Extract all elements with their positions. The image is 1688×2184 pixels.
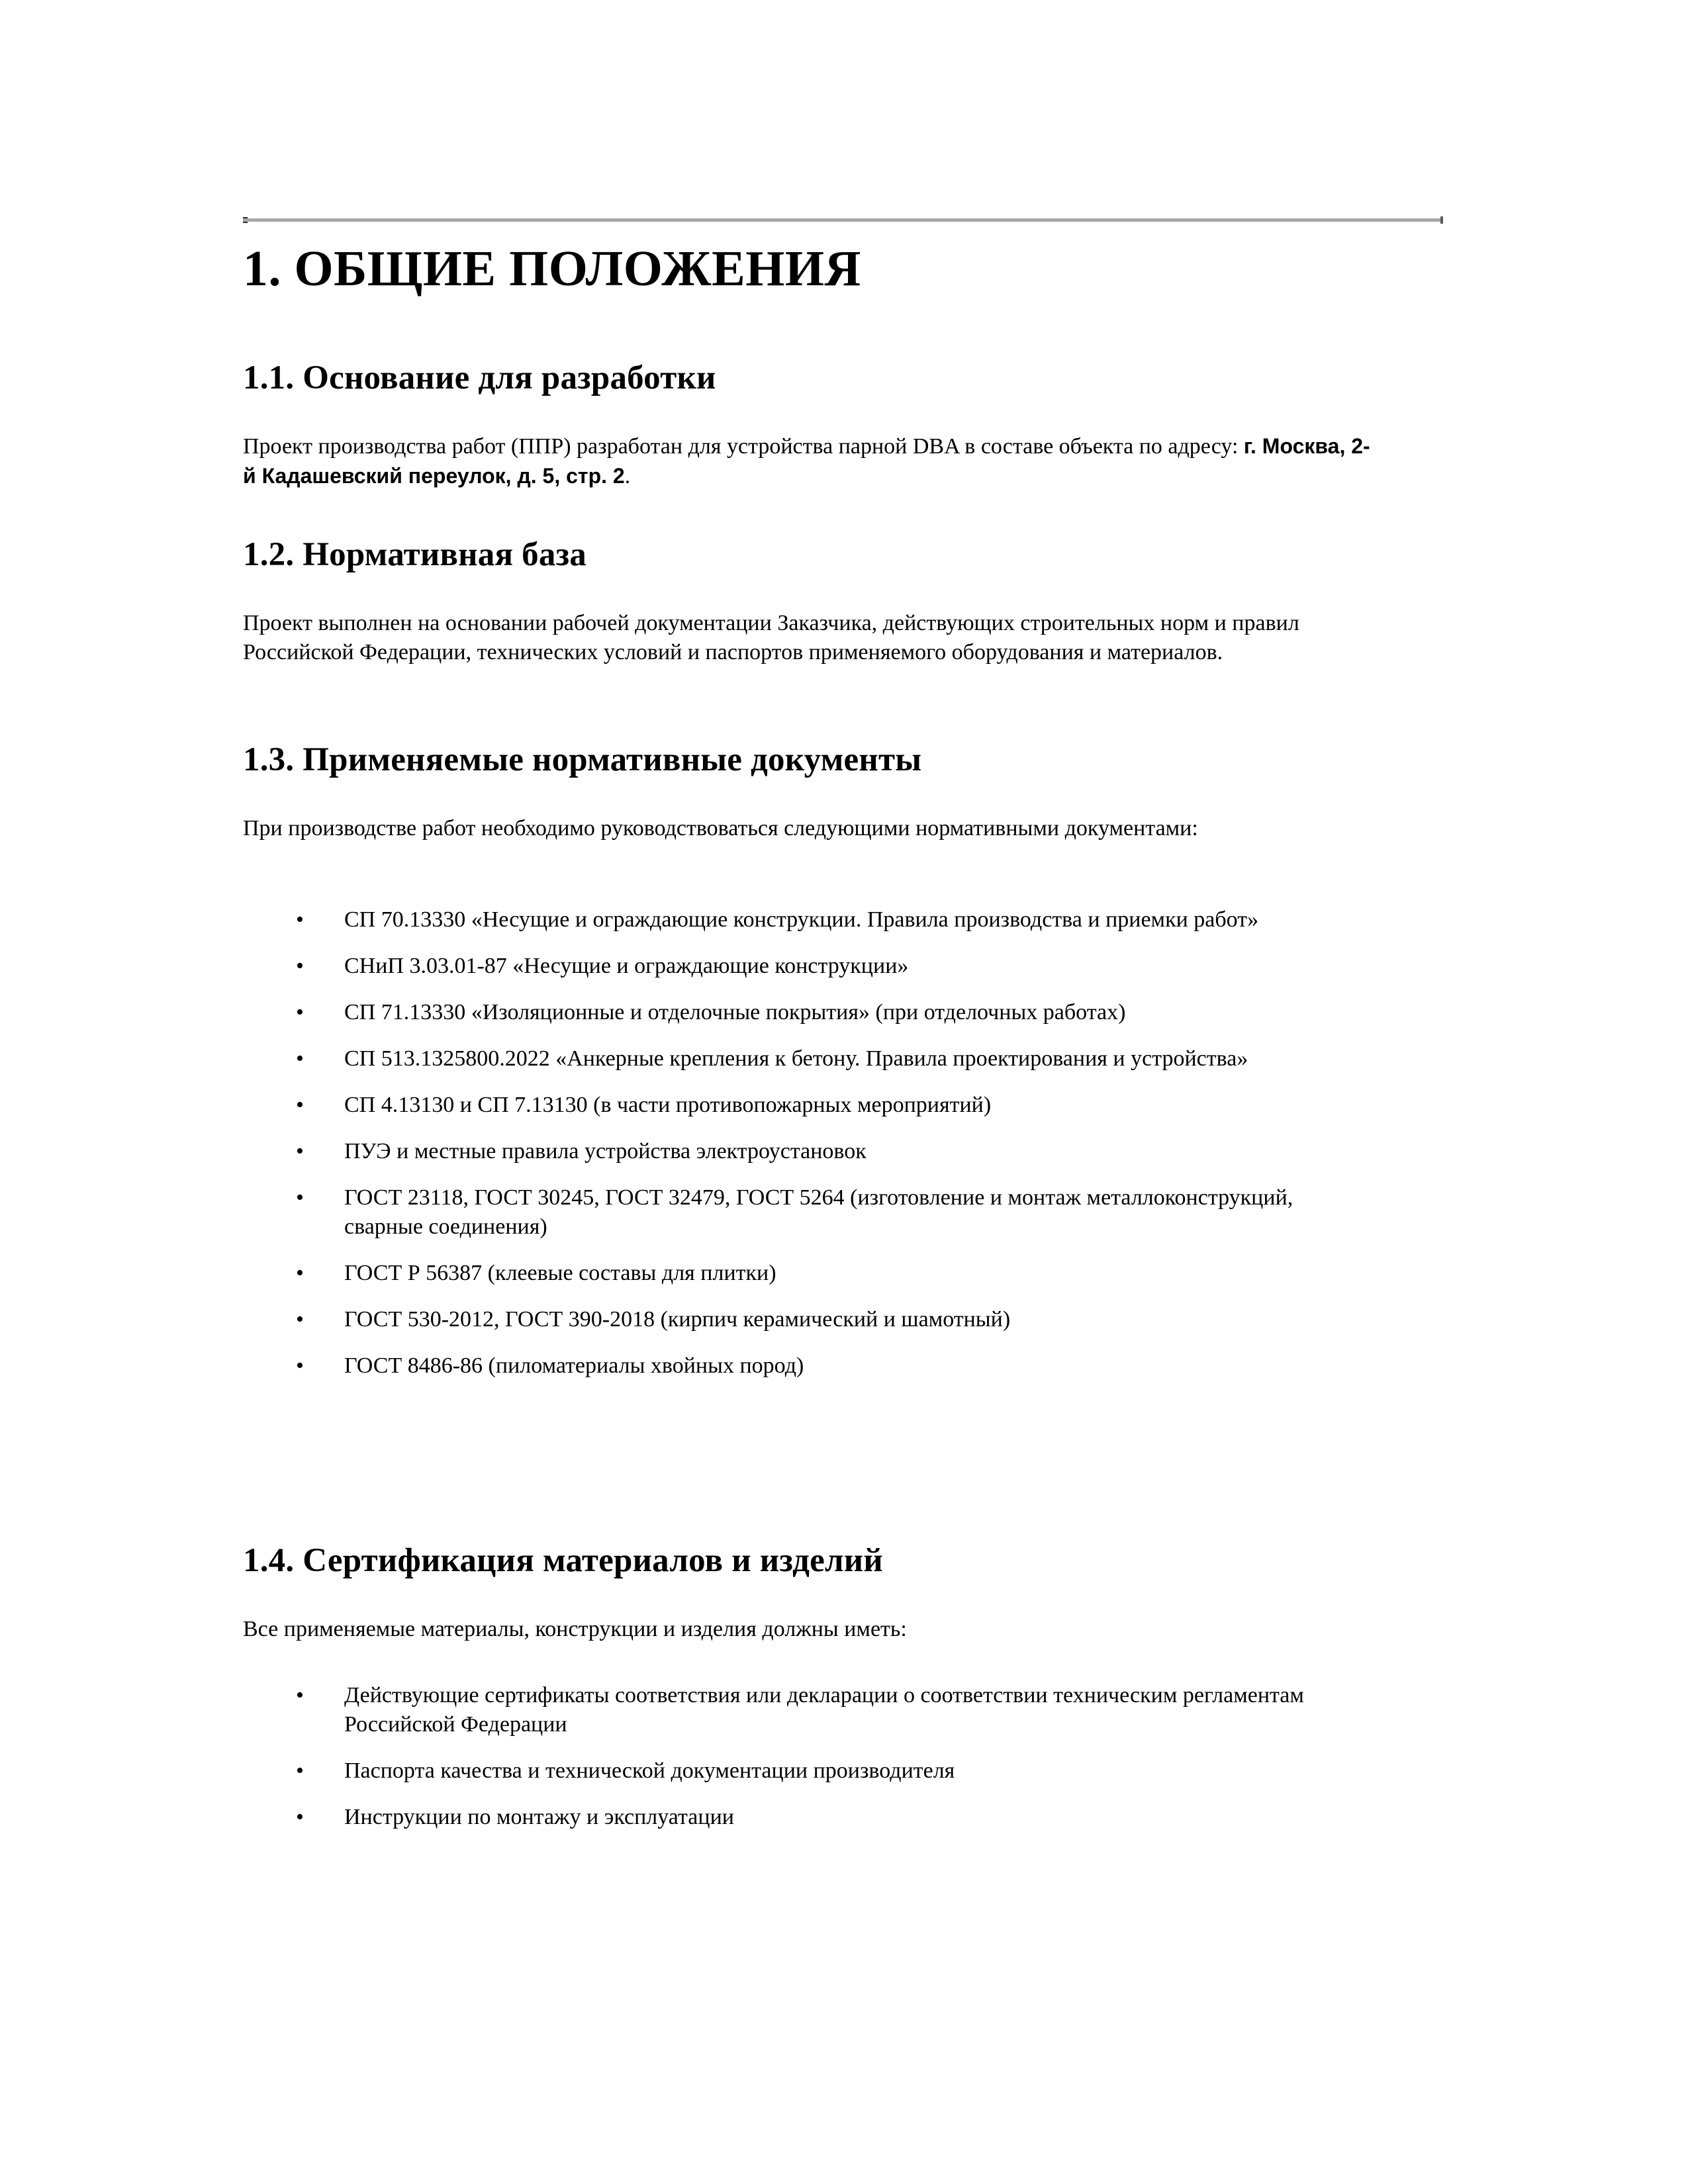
list-item (243, 905, 1376, 934)
bullet-icon: • (296, 1185, 304, 1210)
list-item (243, 1756, 1376, 1786)
list-item (243, 952, 1376, 981)
paragraph-text-lead: Проект производства работ (ППР) разработан для устройства парной DBA в составе объекта по адресу: (243, 434, 1244, 459)
bullet-icon: • (296, 1093, 304, 1117)
list-item (243, 1305, 1376, 1334)
list-item-label: Инструкции по монтажу и эксплуатации (344, 1805, 734, 1829)
project-address: г. Москва, 2-й Кадашевский переулок, д. 5, стр. 2 (243, 434, 1370, 488)
list-item (243, 1681, 1376, 1739)
bullet-icon: • (296, 1758, 304, 1783)
list-item-label: ГОСТ 8486-86 (пиломатериалы хвойных пород) (344, 1353, 804, 1378)
list-item-label: ГОСТ 23118, ГОСТ 30245, ГОСТ 32479, ГОСТ 5264 (изготовление и монтаж металлоконструкций, сварные соединения) (344, 1185, 1293, 1239)
list-item-label: Паспорта качества и технической документации производителя (344, 1758, 955, 1783)
page-title: 1. ОБЩИЕ ПОЛОЖЕНИЯ (243, 241, 861, 296)
section-heading-1-3: 1.3. Применяемые нормативные документы (243, 741, 922, 778)
paragraph-text-tail: . (624, 464, 631, 488)
bullet-icon: • (296, 954, 304, 978)
list-item-label: СП 513.1325800.2022 «Анкерные крепления к бетону. Правила проектирования и устройства» (344, 1046, 1248, 1071)
list-item-label: ПУЭ и местные правила устройства электроустановок (344, 1139, 867, 1163)
section-heading-1-4: 1.4. Сертификация материалов и изделий (243, 1542, 883, 1579)
list-item (243, 1091, 1376, 1120)
list-item-label: ГОСТ Р 56387 (клеевые составы для плитки) (344, 1261, 776, 1285)
header-rule-line (243, 218, 1443, 222)
normative-documents-list (243, 905, 1376, 1381)
header-rule (243, 215, 1443, 223)
list-item (243, 1259, 1376, 1288)
certification-requirements-list (243, 1681, 1376, 1832)
section-paragraph-1-3: При производстве работ необходимо руководствоваться следующими нормативными документами: (243, 816, 1198, 841)
list-item-label: СП 71.13330 «Изоляционные и отделочные покрытия» (при отделочных работах) (344, 1000, 1126, 1024)
section-heading-1-1: 1.1. Основание для разработки (243, 359, 716, 396)
bullet-icon: • (296, 1139, 304, 1163)
list-item (243, 1183, 1376, 1242)
list-item-label: СП 4.13130 и СП 7.13130 (в части противопожарных мероприятий) (344, 1093, 992, 1117)
bullet-icon: • (296, 1805, 304, 1829)
section-paragraph-1-2: Проект выполнен на основании рабочей документации Заказчика, действующих строительных норм и правил Российской Федерации, технических условий и паспортов применяемого оборудования и материалов. (243, 611, 1299, 664)
list-item (243, 998, 1376, 1027)
bullet-icon: • (296, 1353, 304, 1378)
list-item (243, 1351, 1376, 1381)
section-paragraph-1-4: Все применяемые материалы, конструкции и изделия должны иметь: (243, 1617, 907, 1641)
list-item-label: СП 70.13330 «Несущие и ограждающие конструкции. Правила производства и приемки работ» (344, 907, 1259, 932)
bullet-icon: • (296, 1046, 304, 1071)
list-item-label: ГОСТ 530-2012, ГОСТ 390-2018 (кирпич керамический и шамотный) (344, 1307, 1011, 1332)
header-rule-right-tick (1440, 216, 1443, 224)
list-item (243, 1803, 1376, 1832)
list-item-label: Действующие сертификаты соответствия или декларации о соответствии техническим регламентам Российской Федерации (344, 1683, 1304, 1737)
bullet-icon: • (296, 1307, 304, 1332)
bullet-icon: • (296, 907, 304, 932)
bullet-icon: • (296, 1683, 304, 1707)
section-paragraph-1-1 (243, 432, 1376, 491)
list-item (243, 1137, 1376, 1166)
list-item (243, 1044, 1376, 1073)
bullet-icon: • (296, 1000, 304, 1024)
section-heading-1-2: 1.2. Нормативная база (243, 536, 586, 573)
list-item-label: СНиП 3.03.01-87 «Несущие и ограждающие конструкции» (344, 954, 909, 978)
bullet-icon: • (296, 1261, 304, 1285)
